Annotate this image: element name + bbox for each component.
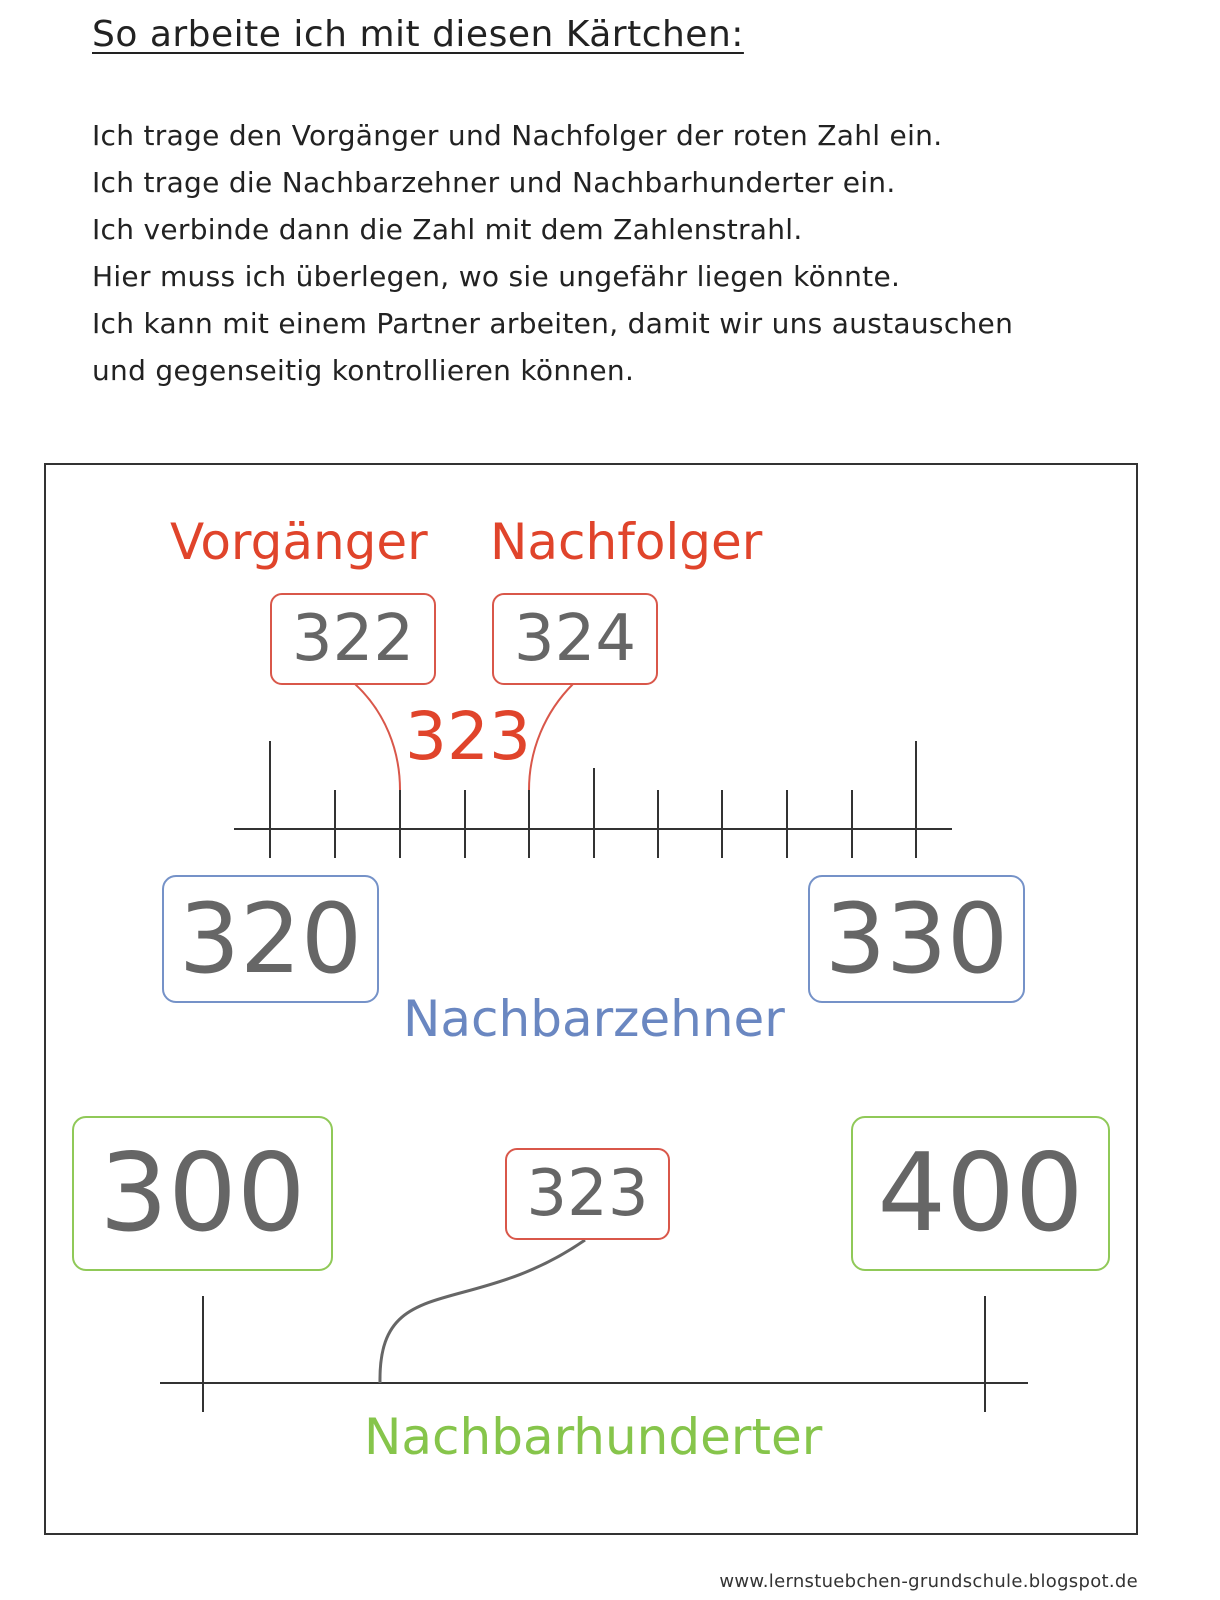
successor-label: Nachfolger <box>490 513 763 571</box>
predecessor-box: 322 <box>270 593 436 685</box>
upper-hundred-box: 400 <box>851 1116 1110 1271</box>
predecessor-connector <box>355 684 400 790</box>
instruction-line: Ich kann mit einem Partner arbeiten, damit wir uns austauschen <box>92 307 1014 340</box>
hundreds-label: Nachbarhunderter <box>364 1408 823 1466</box>
upper-ten-box: 330 <box>808 875 1025 1003</box>
lower-hundred-box: 300 <box>72 1116 333 1271</box>
instruction-line: Hier muss ich überlegen, wo sie ungefähr liegen könnte. <box>92 260 901 293</box>
successor-box: 324 <box>492 593 658 685</box>
instruction-line: Ich verbinde dann die Zahl mit dem Zahlenstrahl. <box>92 213 803 246</box>
target-number: 323 <box>405 698 531 775</box>
hundred-card-number-box: 323 <box>505 1148 670 1240</box>
page-title: So arbeite ich mit diesen Kärtchen: <box>92 14 744 55</box>
instruction-line: Ich trage den Vorgänger und Nachfolger der roten Zahl ein. <box>92 119 943 152</box>
instruction-line: und gegenseitig kontrollieren können. <box>92 354 635 387</box>
footer-url: www.lernstuebchen-grundschule.blogspot.de <box>719 1571 1138 1592</box>
successor-connector <box>529 684 573 790</box>
hundred-card-connector <box>380 1240 585 1383</box>
predecessor-label: Vorgänger <box>170 513 428 571</box>
instruction-line: Ich trage die Nachbarzehner und Nachbarhunderter ein. <box>92 166 896 199</box>
lower-ten-box: 320 <box>162 875 379 1003</box>
tens-label: Nachbarzehner <box>403 990 785 1048</box>
